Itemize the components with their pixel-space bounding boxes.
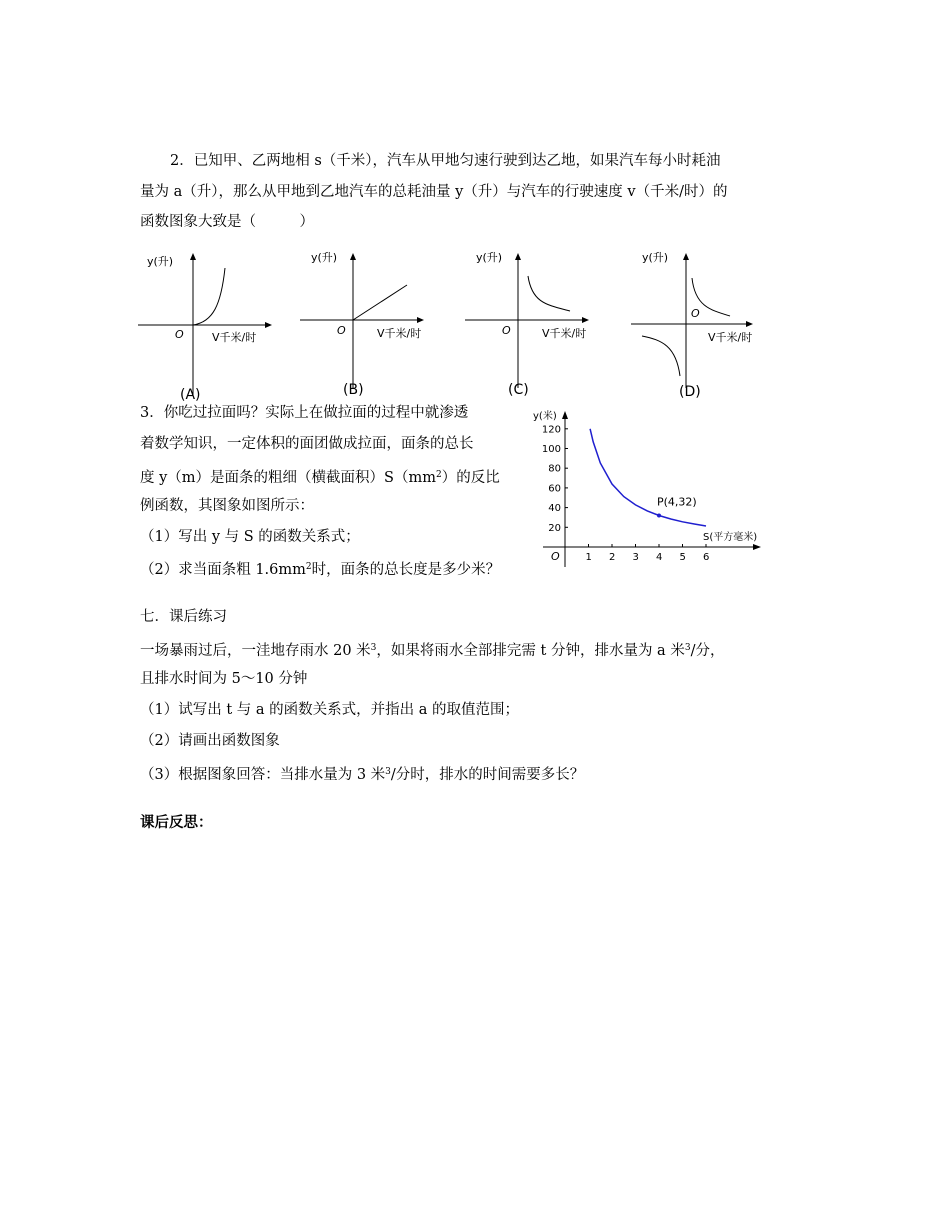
graph-d-y-arrow	[683, 253, 689, 260]
section-7-line-1-sup-2: 3	[684, 643, 691, 653]
section-7-line-1-c: /分，	[690, 643, 725, 659]
graph-c-origin: O	[502, 324, 511, 337]
graph-d-curve-negative	[642, 336, 680, 376]
chart-x-label: S(平方毫米)	[703, 532, 758, 543]
graph-d-x-label: V千米/时	[708, 331, 753, 344]
graph-c-curve	[528, 276, 570, 311]
graph-d-origin: O	[691, 307, 700, 320]
graph-a-y-arrow	[190, 253, 196, 260]
graph-c-y-arrow	[515, 253, 521, 260]
graph-a-x-arrow	[265, 322, 272, 328]
chart-point-p	[657, 513, 661, 517]
graph-c-y-label: y(升)	[476, 251, 503, 264]
q2-line-2: 量为 a（升），那么从甲地到乙地汽车的总耗油量 y（升）与汽车的行驶速度 v（千米/时）的	[140, 184, 728, 200]
q3-line-3-sup: 2	[435, 470, 442, 480]
chart-curve	[590, 429, 706, 526]
graph-b-option: (B)	[343, 382, 364, 398]
graph-c-x-label: V千米/时	[542, 327, 587, 340]
graph-d	[628, 248, 778, 403]
graph-b-x-label: V千米/时	[377, 327, 422, 340]
graph-a-option: (A)	[180, 387, 201, 403]
y-tick-label-60: 60	[548, 483, 561, 495]
section-7-sub-2: （2）请画出函数图象	[140, 733, 280, 749]
chart-origin: O	[551, 550, 560, 563]
q3-chart	[525, 405, 775, 575]
section-7-sub-1: （1）试写出 t 与 a 的函数关系式，并指出 a 的取值范围；	[140, 702, 519, 718]
chart-annotation: P(4,32)	[657, 495, 697, 509]
q3-sub-2-sup: 2	[305, 562, 312, 572]
section-7-line-1-b: ，如果将雨水全部排完需 t 分钟，排水量为 a 米	[376, 643, 685, 659]
graph-c	[462, 248, 612, 403]
graph-d-option: (D)	[679, 384, 701, 400]
x-tick-label-2: 2	[609, 552, 616, 563]
q3-line-2: 着数学知识，一定体积的面团做成拉面，面条的总长	[140, 436, 474, 452]
section-7-sub-3-sup: 3	[385, 767, 391, 777]
graph-b-line	[353, 285, 407, 320]
x-tick-label-1: 1	[585, 552, 592, 563]
graph-a-x-label: V千米/时	[212, 331, 257, 344]
graph-b-y-arrow	[350, 253, 356, 260]
graph-b-origin: O	[337, 324, 346, 337]
chart-y-label: y(米)	[533, 411, 557, 422]
q3-line-3-a: 度 y（m）是面条的粗细（横截面积）S（mm	[140, 470, 436, 486]
y-tick-label-100: 100	[541, 444, 561, 455]
graph-b	[297, 248, 447, 403]
graph-d-y-label: y(升)	[642, 251, 669, 264]
section-7-line-1-sup: 3	[370, 643, 377, 653]
graph-a-origin: O	[175, 328, 184, 341]
q3-line-3-b: ）的反比	[441, 470, 500, 486]
q3-sub-2	[140, 557, 500, 580]
q3-line-1: 3．你吃过拉面吗？实际上在做拉面的过程中就渗透	[140, 405, 469, 421]
y-tick-label-80: 80	[548, 463, 561, 475]
q3-sub-2-a: （2）求当面条粗 1.6mm	[140, 562, 306, 578]
q2-line-1: 2．已知甲、乙两地相 s（千米），汽车从甲地匀速行驶到达乙地，如果汽车每小时耗油	[170, 153, 721, 169]
x-tick-label-5: 5	[679, 552, 686, 563]
graph-b-y-label: y(升)	[311, 251, 338, 264]
graph-c-x-arrow	[582, 317, 589, 323]
graph-a	[135, 250, 285, 405]
graph-a-y-label: y(升)	[147, 255, 174, 268]
x-tick-label-6: 6	[703, 552, 710, 563]
section-7-sub-3-b: /分时，排水的时间需要多长？	[390, 767, 585, 783]
graph-a-curve	[193, 268, 225, 325]
y-tick-label-120: 120	[541, 424, 561, 436]
x-tick-label-4: 4	[656, 552, 663, 563]
reflection-label: 课后反思：	[140, 814, 213, 831]
section-7-line-1	[140, 638, 724, 661]
chart-y-arrow	[562, 411, 568, 419]
section-7-sub-3	[140, 762, 584, 785]
graph-c-option: (C)	[508, 382, 529, 398]
q3-line-3	[140, 465, 500, 488]
y-tick-label-40: 40	[548, 503, 561, 515]
q3-sub-1: （1）写出 y 与 S 的函数关系式；	[140, 529, 360, 545]
graph-d-x-arrow	[746, 321, 753, 327]
x-tick-label-3: 3	[632, 552, 639, 563]
q3-line-4: 例函数，其图象如图所示：	[140, 498, 314, 514]
q3-sub-2-b: 时，面条的总长度是多少米？	[311, 562, 501, 578]
section-7-line-2: 且排水时间为 5～10 分钟	[140, 671, 308, 687]
chart-x-arrow	[753, 544, 761, 550]
section-7-line-1-a: 一场暴雨过后，一洼地存雨水 20 米	[140, 643, 371, 659]
q2-line-3: 函数图象大致是（ ）	[140, 214, 314, 230]
y-tick-label-20: 20	[548, 522, 561, 534]
section-7-heading: 七．课后练习	[140, 609, 227, 625]
graph-b-x-arrow	[417, 317, 424, 323]
section-7-sub-3-a: （3）根据图象回答：当排水量为 3 米	[140, 767, 386, 783]
